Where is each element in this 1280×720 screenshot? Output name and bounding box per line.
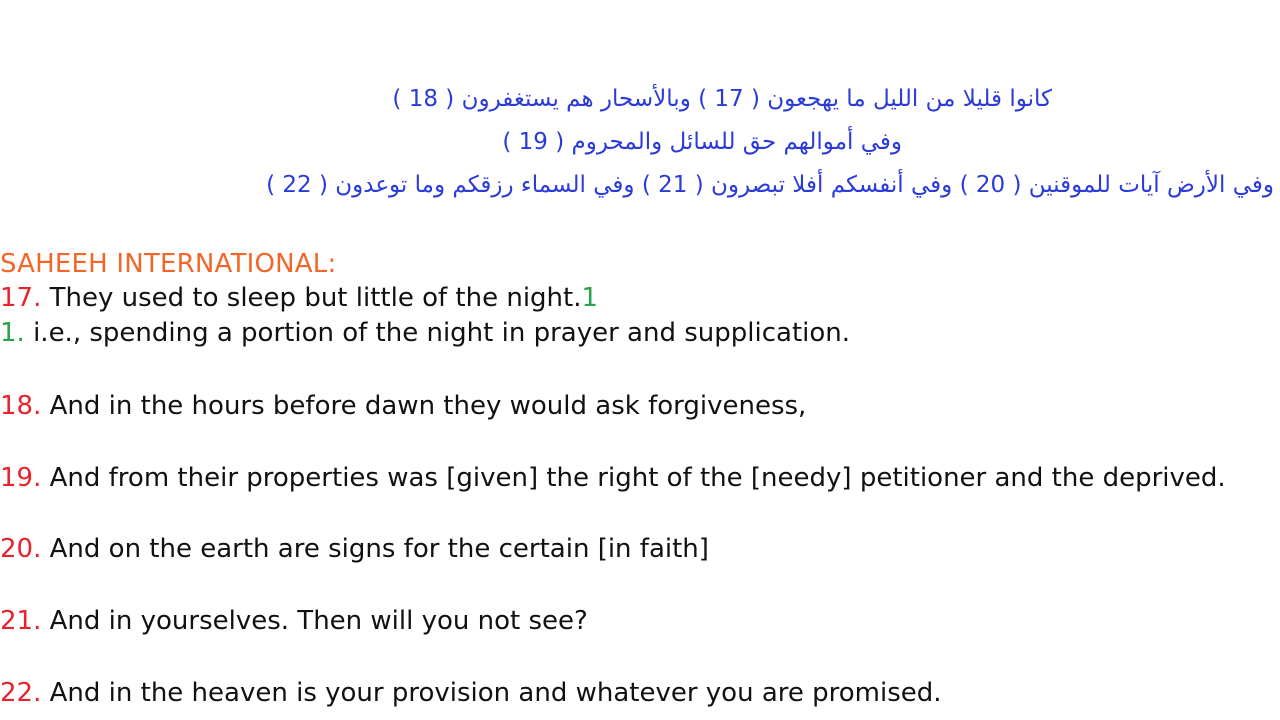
translation-heading: SAHEEH INTERNATIONAL: bbox=[0, 249, 337, 279]
verse-text: And from their properties was [given] the right of the [needy] petitioner and the deprived. bbox=[41, 463, 1226, 493]
footnote-mark: 1 bbox=[581, 283, 599, 313]
verse-number: 17. bbox=[0, 283, 42, 313]
verse-number: 20. bbox=[0, 534, 42, 564]
arabic-line-2: وفي أموالهم حق للسائل والمحروم ( 19 ) bbox=[502, 129, 902, 155]
footnote-number: 1. bbox=[0, 318, 25, 348]
verse-text: And on the earth are signs for the certain [in faith] bbox=[41, 534, 709, 564]
verse-text: And in the heaven is your provision and whatever you are promised. bbox=[41, 678, 942, 708]
arabic-line-1: كانوا قليلا من الليل ما يهجعون ( 17 ) وبالأسحار هم يستغفرون ( 18 ) bbox=[392, 86, 1052, 112]
verse-18 bbox=[0, 389, 806, 423]
verse-20 bbox=[0, 532, 709, 566]
arabic-line-3: وفي الأرض آيات للموقنين ( 20 ) وفي أنفسكم أفلا تبصرون ( 21 ) وفي السماء رزقكم وما توعدون ( 22 ) bbox=[266, 172, 1274, 198]
verse-number: 19. bbox=[0, 463, 42, 493]
verse-number: 21. bbox=[0, 606, 42, 636]
verse-19 bbox=[0, 461, 1226, 495]
verse-21 bbox=[0, 604, 588, 638]
verse-text: And in yourselves. Then will you not see? bbox=[41, 606, 588, 636]
verse-22 bbox=[0, 676, 942, 710]
verse-17 bbox=[0, 281, 598, 315]
footnote-text: i.e., spending a portion of the night in prayer and supplication. bbox=[24, 318, 851, 348]
verse-number: 22. bbox=[0, 678, 42, 708]
footnote-1 bbox=[0, 316, 850, 350]
verse-text: And in the hours before dawn they would ask forgiveness, bbox=[41, 391, 807, 421]
verse-text: They used to sleep but little of the night. bbox=[41, 283, 582, 313]
verse-number: 18. bbox=[0, 391, 42, 421]
